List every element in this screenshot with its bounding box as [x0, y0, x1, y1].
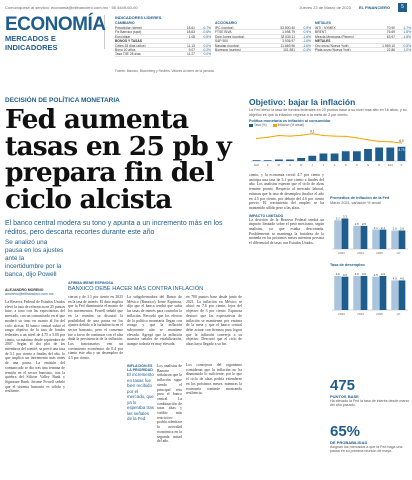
- inflation-point: [323, 135, 324, 136]
- side-story-label: AFIRMA IRENE ESPINOSA: [68, 281, 114, 285]
- paper-name: EL FINANCIERO: [358, 4, 390, 10]
- rate-bar: [275, 160, 283, 162]
- x-tick-label: J: [322, 163, 325, 167]
- legend-item-rate: Tasa (%): [249, 123, 267, 127]
- stat-probability-text: Asignan los mercados a que la Fed haga una pausa en su próxima reunión de mayo.: [330, 445, 403, 454]
- top-bar: [0, 0, 412, 14]
- indicator-column: [215, 21, 311, 52]
- projection-bar: [391, 230, 398, 249]
- chart-title: Política monetaria vs inflación al consumidor: [249, 119, 331, 123]
- article-column-4-text: Los consejeros del organismo consideran que la inflación no ha disminuido lo suficiente, por lo que el ciclo de alzas podría extenderse en los próximos meses, mientras la economía continúe mostrando resiliencia.: [186, 363, 242, 396]
- x-tick-label: S: [344, 163, 347, 167]
- headline: Fed aumenta tasas en 25 pb y prepara fin del ciclo alcista: [5, 104, 231, 215]
- masthead-title: ECONOMÍA: [5, 14, 106, 35]
- right-column-text: [249, 173, 324, 358]
- deck: El banco central modera su tono y apunta a un incremento más en los réditos, pero descarta recortes durante este año: [5, 220, 223, 236]
- projection-bar: [334, 275, 341, 309]
- contact-line: Comuníquese al servicio: economia@elfinanciero.com.mx · 55 5449-60-00: [5, 4, 138, 10]
- x-tick-label: LP: [396, 250, 401, 255]
- article-column-3: Los analistas de Banorte señalaron que la inflación sigue siendo el principal reto para el banco central. La combinación de tasas altas y crédito más restrictivo podría ralentizar la actividad económica en la segunda mitad del año.: [157, 364, 182, 444]
- indicator-row: Bovespa (puntos) 101,981 -0.4%: [215, 47, 311, 52]
- indicator-row: Plata onza (Nueva York) 22.86 1.0%: [315, 47, 411, 52]
- x-tick-label: E22: [254, 163, 260, 167]
- x-tick-label: 2025: [376, 311, 383, 316]
- stat-basis-points: [330, 378, 410, 408]
- projection-bar: [372, 276, 379, 309]
- projection-bar: [391, 280, 398, 310]
- indicator-row: Fix Banxico (spot) 18.63 -0.6%: [115, 30, 211, 34]
- side-story-headline: BANXICO DEBE HACER MÁS CONTRA INFLACIÓN: [68, 286, 204, 292]
- bar-value-label: 3.1: [335, 216, 340, 221]
- indicators-panel: [115, 15, 410, 68]
- stat-basis-points-text: Ha elevado la Fed la tasa de interés desde marzo del año pasado.: [330, 399, 410, 408]
- bar-value-label: 4.0: [392, 276, 397, 281]
- bar-value-label: 2.5: [354, 221, 359, 226]
- data-label-peak: 9.1: [310, 129, 315, 134]
- inflation-point: [378, 141, 379, 142]
- x-tick-label: 2023: [338, 311, 345, 316]
- author-name: ALEJANDRO MORENO: [5, 288, 44, 292]
- indicator-row: BRENT 76.69 1.8%: [315, 30, 411, 34]
- projection-bar: [342, 276, 349, 309]
- bar-value-label: 2.5: [361, 221, 367, 226]
- x-tick-label: J: [311, 163, 313, 167]
- pull-quote: Se analizó una pausa en los ajustes ante la incertidumbre por la banca, dijo Powell: [5, 239, 64, 278]
- bar-value-label: 2.1: [373, 225, 378, 230]
- projection-bar: [361, 225, 368, 248]
- indicator-row: Dow Jones (puntos) 32,030.11 -1.6%: [215, 34, 311, 39]
- x-tick-label: F: [400, 163, 403, 167]
- indicators-header: INDICADORES LÍDERES: [115, 15, 162, 20]
- inflation-point: [367, 139, 368, 140]
- inflation-point: [267, 137, 268, 138]
- bar-value-label: 2.0: [399, 226, 405, 231]
- indicator-row: METALES: [315, 39, 411, 43]
- indicators-source: Fuente: Banxico, Bloomberg y Reuters. Valores al cierre de la jornada.: [115, 69, 215, 73]
- indicator-row: S&P 500 3,936.97 -1.6%: [215, 39, 311, 43]
- bar-value-label: 4.5: [342, 272, 348, 277]
- x-tick-label: 2024: [357, 311, 364, 316]
- inflation-point: [334, 135, 335, 136]
- bar-value-label: 4.6: [354, 271, 359, 276]
- indicator-row: Oro onza (Nueva York) 1,969.10 0.5%: [315, 43, 411, 47]
- projection-bar: [380, 275, 387, 309]
- indicator-row: Mezcla Mexicana (Pemex) 63.97 -1.8%: [315, 34, 411, 39]
- stat-basis-points-number: 475: [330, 377, 356, 394]
- x-tick-label: A: [333, 163, 336, 167]
- stat-probability-number: 65%: [330, 423, 361, 440]
- rate-bar: [286, 160, 294, 162]
- indicator-row: WTI - NYMEX 70.90 1.7%: [315, 26, 411, 30]
- page-number: 5: [398, 3, 407, 12]
- side-story-text: La subgobernadora del Banco de México (Banxico), Irene Espinosa, dijo que el banco tendrá que subir las tasas de interés para controlar la inflación. Recordó que los efectos de la política monetaria llegan con rezago y que la inflación subyacente aún se mantiene elevada. Agregó que la inflación muestra señales de estabilización, aunque todavía es muy elevada.: [127, 295, 182, 347]
- unemployment-title: Tasa de desempleo: [330, 262, 365, 267]
- indicator-column-title: CAMBIARIO: [115, 21, 135, 25]
- inflation-projections-chart: [330, 206, 410, 256]
- projections-title: Promedios de inflación de la Fed: [330, 196, 390, 200]
- projection-bar: [353, 275, 360, 309]
- article-column-1: La Reserva Federal de Estados Unidos elevó la tasa de referencia en 25 puntos base, a tono con las expectativas del mercado, con un comunicado en el que moderó su tono en cuanto al fin del ciclo alcista. El banco central subió el rango objetivo de la tasa de fondos federales a un nivel de 4.75 a 5.00 por ciento, su máximo desde septiembre de 2007. Según el dot plot de los miembros del comité, se prevé una tasa de 5.1 por ciento a finales del año, lo que implica un incremento más antes de una pausa. La emisión del comunicado se dio tras una semana de tensión en el sector bancario, tras la quiebra del Silicon Valley Bank y Signature Bank. Jerome Powell señaló que el sistema bancario es sólido y resiliente.: [5, 300, 65, 394]
- fed-projections: [330, 196, 410, 322]
- stat-basis-points-label: PUNTOS BASE: [330, 394, 359, 399]
- indicator-row: Cetes 28 días (años) 11.13 0.0%: [115, 43, 211, 47]
- right-body-2: La decisión de la Reserva Federal tendrá un impacto limitado sobre el peso mexicano, según analistas, ya que estaba descontada. Posiblemente se mantenga la fortaleza de la moneda en los próximos meses mientras persista el diferencial de tasas con Estados Unidos.: [249, 217, 324, 246]
- x-tick-label: D: [378, 163, 381, 167]
- data-label-inflation: 6.0: [399, 139, 404, 143]
- rate-bar: [297, 158, 305, 161]
- section-label: DECISIÓN DE POLÍTICA MONETARIA: [5, 97, 120, 104]
- projection-bar: [372, 229, 379, 248]
- rate-bar: [308, 156, 316, 161]
- rate-bar: [253, 160, 261, 161]
- indicator-row: Bono 10 años 9.07 -0.2%: [115, 47, 211, 52]
- projection-bar: [399, 230, 406, 249]
- indicator-row: Tasa TIIE 28 días 11.27 0.0%: [115, 52, 211, 56]
- projection-bar: [342, 218, 349, 249]
- author-email[interactable]: amoreno@elfinanciero.com.mx: [5, 292, 54, 296]
- objective-title: Objetivo: bajar la inflación: [249, 97, 356, 107]
- inflation-point: [356, 137, 357, 138]
- stat-probability: [330, 424, 410, 454]
- x-tick-label: LP: [396, 311, 401, 316]
- x-tick-label: M: [299, 163, 303, 167]
- unemployment-chart: [330, 267, 410, 317]
- impact-label: IMPACTO LIMITADO: [249, 213, 284, 218]
- rate-bar: [353, 151, 361, 161]
- x-tick-label: F: [266, 163, 269, 167]
- inflation-point: [289, 135, 290, 136]
- bar-value-label: 4.6: [380, 271, 386, 276]
- top-bar-right: [299, 3, 407, 12]
- indicator-column-title: METALES: [315, 21, 331, 25]
- policy-vs-inflation-chart: [249, 127, 409, 167]
- objective-panel: [249, 97, 409, 172]
- inflation-point: [256, 138, 257, 139]
- rate-bar: [331, 154, 339, 162]
- rate-bar: [320, 154, 328, 162]
- side-story-continued: en 700 puntos base desde junio de 2021. La inflación en México se ubicó en 7.6 por ciento, lejos del objetivo de 3 por ciento. Espinosa destacó que las expectativas de inflación se mantienen por encima de la meta y que el banco central debe actuar con firmeza para lograr que la inflación converja a su objetivo. Descartó que el ciclo de alzas haya llegado a su fin.: [186, 295, 242, 347]
- bar-value-label: 4.0: [399, 276, 405, 281]
- indicator-column: [115, 21, 211, 57]
- indicator-row: FTSE BIVA 1,098.79 0.9%: [215, 30, 311, 34]
- stat-probability-label: DE PROBABILIDAD: [330, 440, 368, 445]
- x-tick-label: O: [355, 163, 358, 167]
- rate-bar: [386, 148, 394, 162]
- data-label-rate: 4.75: [398, 147, 405, 152]
- inflation-point: [300, 135, 301, 136]
- projection-bar: [361, 275, 368, 309]
- projection-bar: [399, 280, 406, 310]
- objective-description: La Fed elevó la tasa de fondos federales en 25 puntos base a su nivel más alto en 16 años, y su objetivo es que la inflación regrese a la meta de 2 por ciento.: [249, 108, 407, 117]
- issue-date: Jueves 23 de Marzo de 2023: [299, 4, 351, 10]
- rate-bar: [264, 160, 272, 161]
- indicator-column: [315, 21, 411, 52]
- masthead-subtitle: MERCADOS E INDICADORES: [5, 34, 58, 52]
- inflation-point: [278, 135, 279, 136]
- rate-bar: [375, 148, 383, 162]
- indicator-row: IPC (puntos) 53,500.40 0.9%: [215, 26, 311, 30]
- bar-value-label: 2.0: [392, 226, 397, 231]
- projection-bar: [353, 225, 360, 248]
- callout-text: El incremento en tasas fue bien recibido por el mercado, que ya lo esperaba tras las señales de la Fed: [127, 372, 154, 421]
- x-tick-label: N: [366, 163, 370, 167]
- bar-value-label: 4.6: [335, 271, 340, 276]
- right-body-1: ciento, y la economía creció 4.7 por ciento y anticipa una tasa de 5.1 por ciento a finales del año. Los analistas esperan que el ciclo de alzas termine pronto. Respecto al mercado laboral, estiman que la tasa de desempleo finalice el año en 4.5 por ciento, por debajo del 4.6 por ciento previo. El crecimiento del empleo se ha mantenido sólido pese a las alzas.: [249, 173, 324, 210]
- rate-bar: [364, 149, 372, 161]
- indicator-row: Peso/dólar (cierre) 18.61 -0.7%: [115, 26, 211, 30]
- inflation-point: [390, 141, 391, 142]
- rate-bar: [342, 151, 350, 161]
- bar-value-label: 3.3: [342, 214, 348, 219]
- article-column-4: [186, 295, 242, 475]
- indicator-row: Nasdaq (puntos) 11,669.96 -1.6%: [215, 43, 311, 47]
- x-tick-label: 2025: [376, 250, 383, 255]
- indicator-column-title: ACCIONARIO: [215, 21, 237, 25]
- byline: [5, 288, 65, 296]
- callout-label: INFLACIÓN ES LA PRIORIDAD: [127, 364, 153, 372]
- section-masthead: [5, 14, 106, 52]
- bar-value-label: 2.1: [380, 225, 386, 230]
- x-tick-label: 2023: [338, 250, 345, 255]
- bar-value-label: 4.5: [373, 272, 378, 277]
- projection-bar: [334, 220, 341, 249]
- x-tick-label: E23: [387, 163, 393, 167]
- inflation-callout: [127, 364, 155, 464]
- projections-subtitle: Marzo 2023, variación % anual: [330, 201, 381, 205]
- bar-value-label: 4.6: [361, 271, 367, 276]
- inflation-point: [345, 136, 346, 137]
- indicator-row: Euro/dólar 1.08 0.5%: [115, 34, 211, 39]
- indicator-row: BONOS Y TASAS: [115, 39, 211, 43]
- legend-item-inflation: Inflación (% anual): [273, 123, 304, 127]
- x-tick-label: 2024: [357, 250, 364, 255]
- x-tick-label: A: [289, 163, 291, 167]
- article-column-2: cieron y de 3.1 por ciento en 2025 en la tasa de interés. El dato implica que la Fed disminuiría el monto de los incrementos. Powell señaló que en la reunión se discutió la posibilidad de una pausa en los ajustes debido a la turbulencia en el sector bancario, pero el consenso fue a favor de continuar con el alza dada la persistencia de la inflación. Los funcionarios ven un crecimiento económico de 0.4 por ciento este año y un desempleo de 4.5 por ciento.: [68, 295, 123, 361]
- projection-bar: [380, 229, 387, 248]
- x-tick-label: M: [277, 163, 281, 167]
